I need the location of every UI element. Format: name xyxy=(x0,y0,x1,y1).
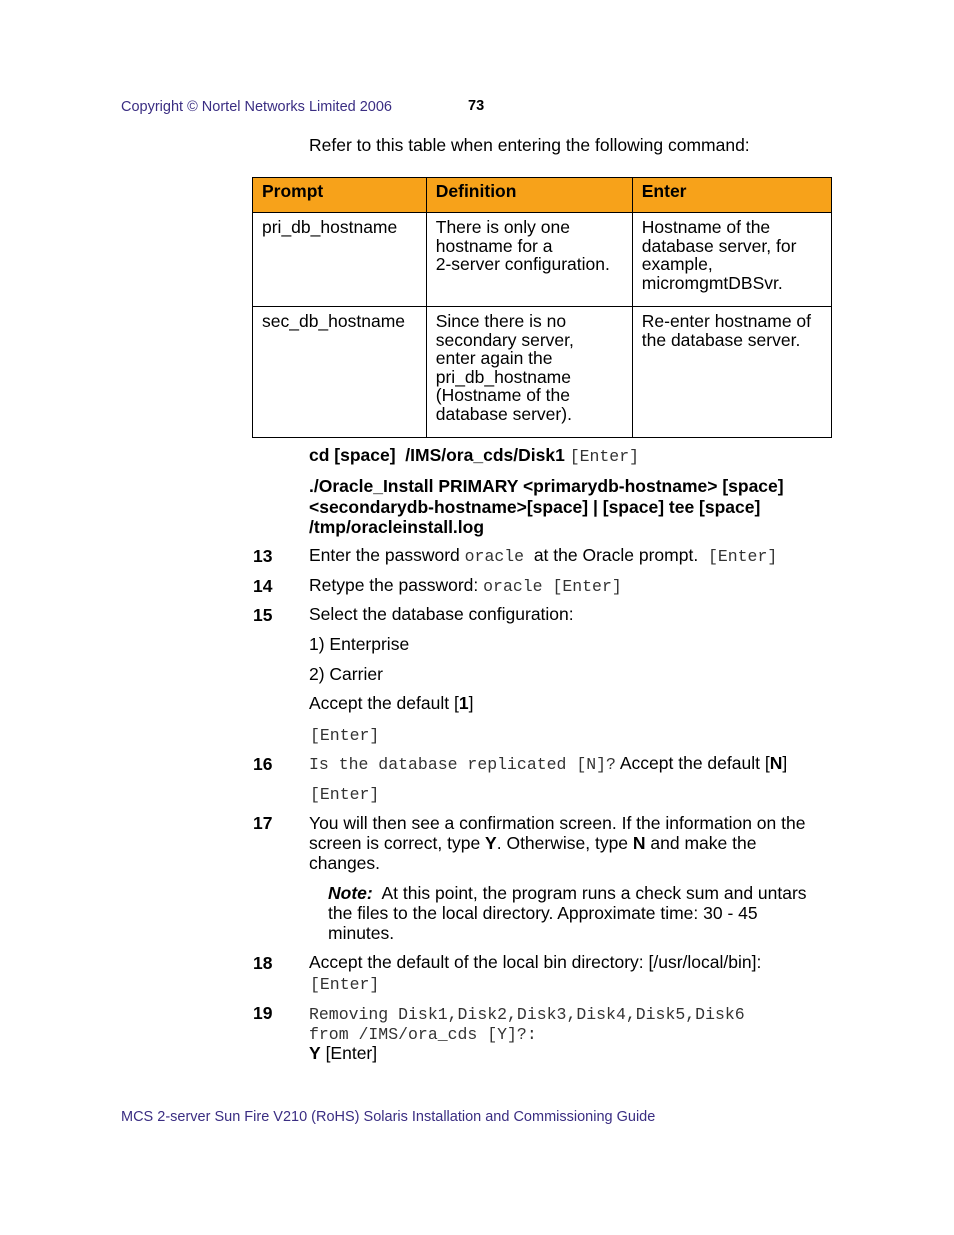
note-label: Note: xyxy=(328,883,373,903)
step-text: Retype the password: xyxy=(309,575,479,595)
cell-line: pri_db_hostname xyxy=(435,366,571,387)
page-number: 73 xyxy=(468,98,485,114)
step-number: 14 xyxy=(253,576,273,596)
copyright-header: Copyright © Nortel Networks Limited 2006 xyxy=(121,99,392,115)
step-number: 19 xyxy=(253,1003,273,1023)
enter-key: [Enter] xyxy=(325,1043,378,1063)
step-number: 17 xyxy=(253,813,273,833)
cell-line: enter again the xyxy=(435,348,553,368)
table-row xyxy=(253,213,832,307)
remove-prompt-line: Removing Disk1,Disk2,Disk3,Disk4,Disk5,Disk6 xyxy=(309,1005,745,1024)
header-prompt: Prompt xyxy=(253,178,427,213)
default-value: 1 xyxy=(458,693,469,713)
cell-line: 2-server configuration. xyxy=(435,254,610,274)
step-15-text: Select the database configuration: xyxy=(309,604,574,624)
cell-line: example, xyxy=(641,254,713,274)
cell-definition xyxy=(426,213,632,307)
note-text: the files to the local directory. Approximate time: 30 - 45 xyxy=(328,903,758,923)
step-text: Accept the default [ xyxy=(309,693,459,713)
cd-command xyxy=(309,446,639,466)
step-text: and make the xyxy=(645,833,757,853)
step-text: screen is correct, type xyxy=(309,833,486,853)
table-header-row xyxy=(253,178,832,213)
enter-key: [Enter] xyxy=(707,547,778,566)
cell-line: the database server. xyxy=(641,329,801,350)
cell-line: Re-enter hostname of xyxy=(641,311,812,331)
command-table xyxy=(252,177,832,438)
step-text xyxy=(309,833,834,853)
footer-title: MCS 2-server Sun Fire V210 (RoHS) Solaris Installation and Commissioning Guide xyxy=(121,1109,656,1125)
table-row xyxy=(253,307,832,438)
cell-line: (Hostname of the xyxy=(435,385,570,405)
step-text: ] xyxy=(782,753,788,773)
cell-line: database server, for xyxy=(641,235,797,256)
install-line: /tmp/oracleinstall.log xyxy=(309,517,485,537)
step-13 xyxy=(309,546,777,566)
cell-line: database server). xyxy=(435,403,572,424)
key-y: Y xyxy=(485,833,497,853)
step-number: 18 xyxy=(253,953,273,973)
note-line xyxy=(328,883,833,903)
step-19-answer xyxy=(309,1044,377,1063)
key-y: Y xyxy=(309,1043,321,1063)
cell-line: micromgmtDBSvr. xyxy=(641,272,783,293)
step-text: changes. xyxy=(309,853,381,873)
step-17 xyxy=(309,813,834,873)
enter-key: [Enter] xyxy=(310,975,380,994)
note-text: minutes. xyxy=(328,923,395,943)
cell-line: hostname for a xyxy=(435,235,553,256)
remove-prompt-line: from /IMS/ora_cds [Y]?: xyxy=(309,1025,537,1044)
default-value: N xyxy=(769,753,783,773)
prompt-code: Is the database replicated [N]? xyxy=(309,755,616,774)
install-line: ./Oracle_Install PRIMARY <primarydb-hostname> [space] xyxy=(309,476,784,496)
cell-definition xyxy=(426,307,632,438)
cell-line: Since there is no xyxy=(435,311,567,331)
cell-line: Hostname of the xyxy=(641,217,771,237)
enter-key: [Enter] xyxy=(310,726,380,745)
step-text: Accept the default [ xyxy=(619,753,770,773)
step-number: 13 xyxy=(253,546,273,566)
step-14 xyxy=(309,576,622,596)
step-text: ] xyxy=(468,693,474,713)
install-line: <secondarydb-hostname>[space] | [space] tee [space] xyxy=(309,496,761,517)
step-text: at the Oracle prompt. xyxy=(533,545,699,565)
cd-command-text: cd [space] /IMS/ora_cds/Disk1 xyxy=(309,445,565,465)
header-definition: Definition xyxy=(426,178,632,213)
intro-text: Refer to this table when entering the following command: xyxy=(309,135,750,155)
step-text: . Otherwise, type xyxy=(496,833,633,853)
cell-enter xyxy=(632,307,831,438)
cell-prompt: pri_db_hostname xyxy=(253,213,427,307)
cell-line: secondary server, xyxy=(435,329,574,350)
option-enterprise: 1) Enterprise xyxy=(309,634,410,654)
note-text: At this point, the program runs a check sum and untars xyxy=(381,883,807,903)
cell-enter xyxy=(632,213,831,307)
step-text: You will then see a confirmation screen. If the information on the xyxy=(309,813,806,833)
cell-line: There is only one xyxy=(435,217,570,237)
note xyxy=(328,883,833,943)
step-18-text: Accept the default of the local bin directory: [/usr/local/bin]: xyxy=(309,952,762,972)
option-carrier: 2) Carrier xyxy=(309,664,383,684)
step-16 xyxy=(309,754,787,774)
key-n: N xyxy=(632,833,646,853)
header-enter: Enter xyxy=(632,178,831,213)
accept-default xyxy=(309,694,473,713)
enter-key: [Enter] xyxy=(569,447,639,466)
step-number: 15 xyxy=(253,605,273,625)
install-command xyxy=(309,476,784,538)
password-code: oracle [Enter] xyxy=(483,577,622,596)
step-number: 16 xyxy=(253,754,273,774)
step-text: Enter the password xyxy=(309,545,460,565)
password-code: oracle xyxy=(464,547,525,566)
enter-key: [Enter] xyxy=(310,785,380,804)
cell-prompt: sec_db_hostname xyxy=(253,307,427,438)
